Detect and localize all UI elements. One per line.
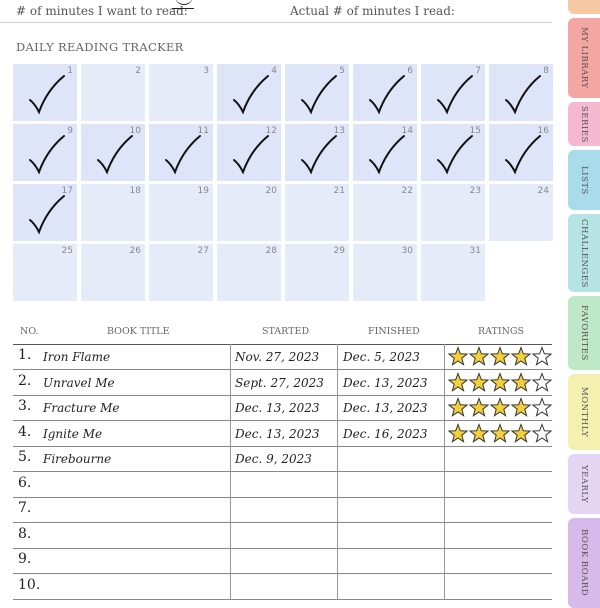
checkmark-icon [95,132,135,176]
calendar-day[interactable] [81,244,145,301]
checkmark-icon [367,132,407,176]
star-filled-icon[interactable] [512,399,530,416]
started-date: Dec. 13, 2023 [235,401,320,415]
row-number: 10. [18,576,41,593]
calendar-day[interactable] [489,124,553,181]
calendar-day[interactable] [217,124,281,181]
day-number: 2 [135,66,141,76]
calendar-day[interactable] [489,64,553,121]
day-number: 4 [271,66,277,76]
star-filled-icon[interactable] [470,424,488,441]
row-number: 6. [18,474,32,491]
calendar-day[interactable] [421,124,485,181]
started-date: Dec. 13, 2023 [235,426,320,441]
side-tabs [568,0,600,600]
day-number: 30 [401,246,413,256]
star-filled-icon[interactable] [449,373,467,390]
day-number: 13 [333,126,345,136]
day-number: 15 [469,126,481,136]
checkmark-icon [27,132,67,176]
checkmark-icon [27,72,67,116]
side-tab[interactable] [568,454,600,514]
star-filled-icon[interactable] [449,399,467,416]
finished-date: Dec. 13, 2023 [343,375,428,390]
side-tab[interactable] [568,374,600,450]
day-number: 20 [265,186,277,196]
row-number: 7. [18,500,32,516]
star-filled-icon[interactable] [491,399,509,416]
day-number: 11 [197,126,209,136]
table-row[interactable] [13,548,552,574]
table-header [13,322,552,345]
table-row[interactable] [13,344,552,370]
day-number: 18 [129,186,141,196]
star-empty-icon[interactable] [533,373,551,390]
row-number: 5. [18,449,32,465]
calendar-day[interactable] [217,184,281,241]
day-number: 26 [129,246,141,256]
star-empty-icon[interactable] [533,348,551,365]
calendar-day[interactable] [149,244,213,301]
book-title: Firebourne [43,452,112,466]
side-tab[interactable] [568,518,600,608]
header-ratings: RATINGS [478,326,524,337]
star-filled-icon[interactable] [449,348,467,365]
calendar-day[interactable] [285,124,349,181]
day-number: 29 [333,246,345,256]
table-row[interactable] [13,395,552,421]
minutes-want-label: # of minutes I want to read: [16,4,188,18]
star-empty-icon[interactable] [533,399,551,416]
checkmark-icon [435,132,475,176]
day-number: 17 [61,186,73,196]
side-tab[interactable] [568,296,600,370]
checkmark-icon [163,132,203,176]
checkmark-icon [299,72,339,116]
table-row[interactable] [13,446,552,472]
calendar-day[interactable] [13,244,77,301]
side-tab[interactable] [568,102,600,146]
header-started: STARTED [262,326,310,337]
book-title: Unravel Me [43,375,115,390]
day-number: 12 [265,126,277,136]
star-filled-icon[interactable] [512,424,530,441]
checkmark-icon [503,132,543,176]
day-number: 24 [537,186,549,196]
side-tab[interactable] [568,0,600,14]
side-tab-label: LISTS [579,165,589,195]
row-number: 4. [18,423,32,440]
day-number: 10 [129,126,141,136]
day-number: 28 [265,246,277,256]
calendar-day[interactable] [285,184,349,241]
side-tab-label: YEARLY [579,464,589,504]
side-tab-label: MY LIBRARY [579,27,589,89]
checkmark-icon [231,72,271,116]
day-number: 22 [401,186,413,196]
calendar-day[interactable] [353,184,417,241]
table-row[interactable] [13,497,552,523]
star-empty-icon[interactable] [533,424,551,441]
calendar-day[interactable] [149,184,213,241]
checkmark-icon [299,132,339,176]
star-rating[interactable] [447,397,553,417]
calendar-day[interactable] [353,124,417,181]
checkmark-icon [367,72,407,116]
day-number: 7 [475,66,481,76]
day-number: 16 [537,126,549,136]
day-number: 27 [197,246,209,256]
table-row[interactable] [13,574,552,600]
calendar-day[interactable] [217,64,281,121]
started-date: Sept. 27, 2023 [235,375,324,390]
book-title: Fracture Me [43,401,120,415]
day-number: 21 [333,186,345,196]
calendar-day[interactable] [353,244,417,301]
tracker-title: DAILY READING TRACKER [16,40,184,54]
day-number: 23 [469,186,481,196]
calendar-day[interactable] [421,184,485,241]
side-tab-label: FAVORITES [579,305,589,361]
header-finished: FINISHED [368,326,420,337]
calendar-day[interactable] [421,64,485,121]
row-number: 9. [18,551,32,567]
calendar-day[interactable] [149,64,213,121]
row-number: 3. [18,398,32,414]
star-filled-icon[interactable] [449,424,467,441]
calendar-day[interactable] [149,124,213,181]
book-title: Ignite Me [43,426,103,441]
star-rating[interactable] [447,372,553,392]
star-filled-icon[interactable] [470,399,488,416]
calendar-day[interactable] [81,124,145,181]
handwritten-dash [172,8,194,9]
finished-date: Dec. 5, 2023 [343,350,420,364]
day-number: 1 [67,66,73,76]
checkmark-icon [231,132,271,176]
star-filled-icon[interactable] [470,348,488,365]
table-row[interactable] [13,472,552,498]
minutes-actual-label: Actual # of minutes I read: [290,4,455,18]
table-row[interactable] [13,523,552,549]
calendar-day[interactable] [13,184,77,241]
checkmark-icon [27,192,67,236]
side-tab-label: SERIES [579,105,589,143]
calendar-day[interactable] [421,244,485,301]
star-filled-icon[interactable] [512,373,530,390]
side-tab-label: MONTHLY [579,386,589,438]
started-date: Dec. 9, 2023 [235,452,312,466]
side-tab[interactable] [568,150,600,210]
star-rating[interactable] [447,423,553,443]
day-number: 6 [407,66,413,76]
checkmark-icon [435,72,475,116]
calendar-day[interactable] [81,64,145,121]
calendar-day[interactable] [13,64,77,121]
star-filled-icon[interactable] [470,373,488,390]
row-number: 1. [18,347,32,363]
calendar-day[interactable] [13,124,77,181]
row-number: 8. [18,525,32,542]
minutes-goal-row [0,0,552,23]
header-book-title: BOOK TITLE [107,326,170,337]
side-tab-label: CHALLENGES [579,218,589,288]
day-number: 3 [203,66,209,76]
day-number: 14 [401,126,413,136]
star-filled-icon[interactable] [491,348,509,365]
day-number: 25 [61,246,73,256]
calendar-day[interactable] [285,64,349,121]
calendar-day[interactable] [217,244,281,301]
calendar-day[interactable] [489,184,553,241]
book-title: Iron Flame [43,350,111,364]
day-number: 9 [67,126,73,136]
table-row[interactable] [13,421,552,447]
star-rating[interactable] [447,346,553,366]
checkmark-icon [503,72,543,116]
started-date: Nov. 27, 2023 [235,350,320,364]
side-tab[interactable] [568,214,600,292]
day-number: 5 [339,66,345,76]
star-filled-icon[interactable] [512,348,530,365]
header-no: NO. [20,326,39,337]
day-number: 19 [197,186,209,196]
calendar-day[interactable] [353,64,417,121]
table-row[interactable] [13,370,552,396]
calendar-day[interactable] [285,244,349,301]
row-number: 2. [18,372,32,389]
finished-date: Dec. 16, 2023 [343,426,428,441]
finished-date: Dec. 13, 2023 [343,401,428,415]
calendar-day[interactable] [81,184,145,241]
day-number: 8 [543,66,549,76]
star-filled-icon[interactable] [491,424,509,441]
day-number: 31 [469,246,481,256]
side-tab-label: BOOK BOARD [579,529,589,597]
side-tab[interactable] [568,18,600,98]
star-filled-icon[interactable] [491,373,509,390]
